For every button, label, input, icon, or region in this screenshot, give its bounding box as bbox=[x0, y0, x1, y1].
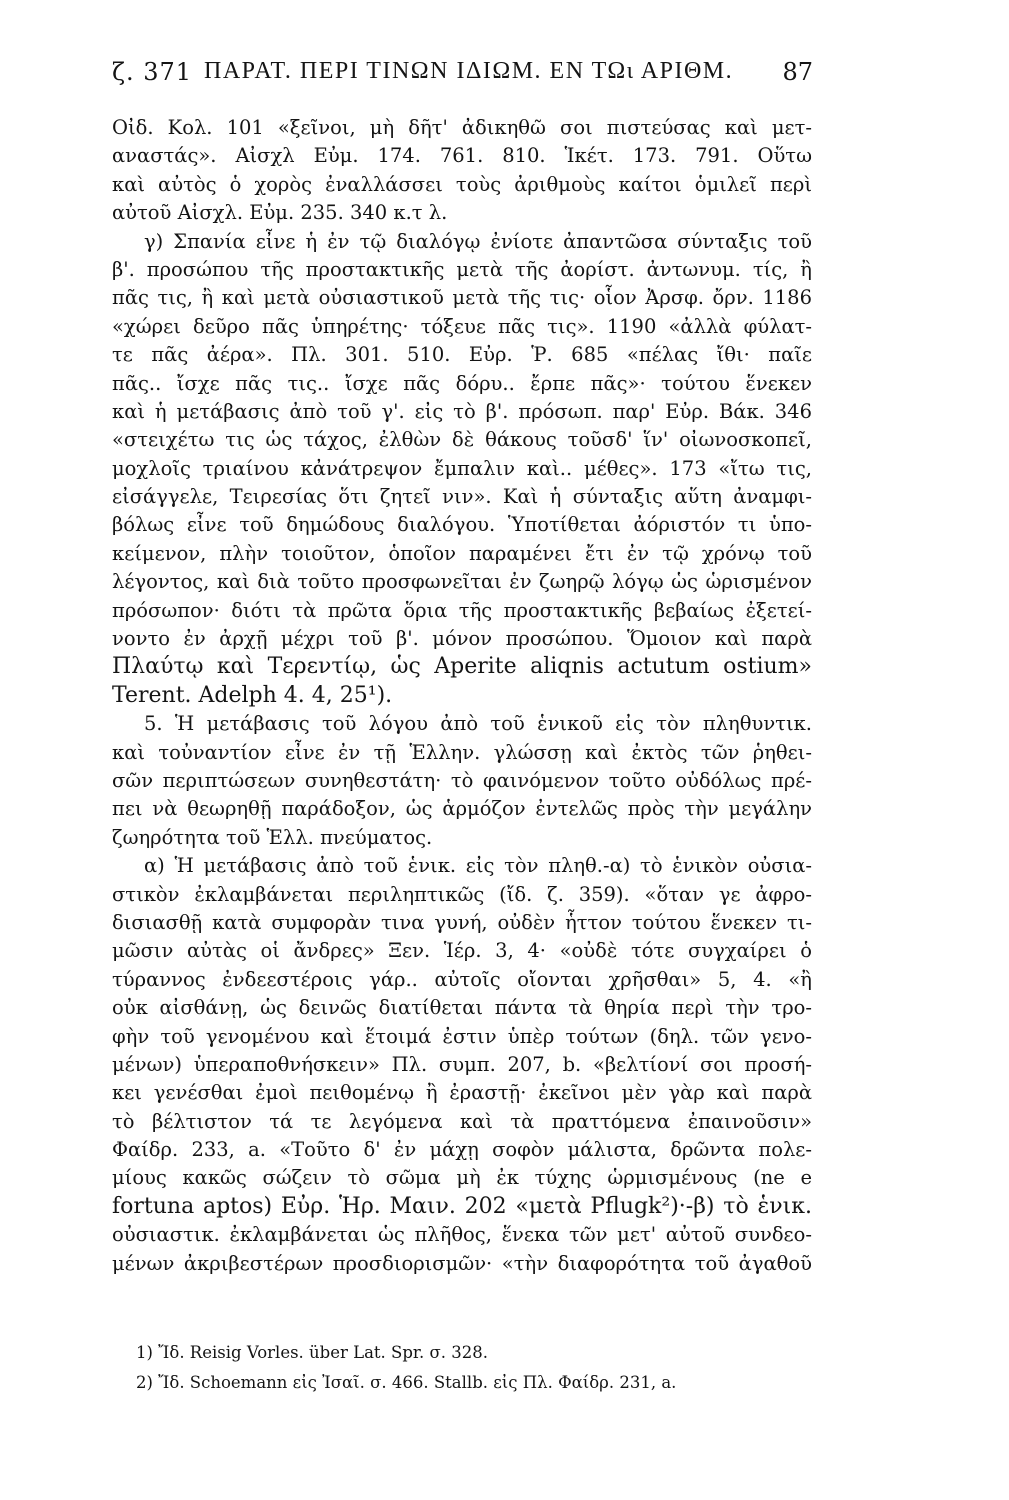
section-number: ζ. 371 bbox=[112, 58, 193, 86]
text-line: «χώρει δεῦρο πᾶς ὑπηρέτης· τόξευε πᾶς τις». 1190 «ἀλλὰ φύλατ- bbox=[112, 314, 812, 338]
text-line: οὐσιαστικ. ἐκλαμβάνεται ὡς πλῆθος, ἕνεκα τῶν μετ' αὐτοῦ συνδεο- bbox=[112, 1223, 812, 1247]
text-line: αναστάς». Αἰσχλ Εὐμ. 174. 761. 810. Ἱκέτ. 173. 791. Οὕτω bbox=[112, 144, 812, 168]
text-line: fortuna aptos) Εὐρ. Ἡρ. Μαιν. 202 «μετὰ Pflugk²)·-β) τὸ ἑνικ. bbox=[112, 1193, 812, 1219]
main-text bbox=[112, 114, 812, 1278]
text-line: πρόσωπον· διότι τὰ πρῶτα ὅρια τῆς προστακτικῆς βεβαίως ἐξετεί- bbox=[112, 598, 812, 622]
text-line: οὐκ αἰσθάνῃ, ὡς δεινῶς διατίθεται πάντα τὰ θηρία περὶ τὴν τρο- bbox=[112, 996, 812, 1020]
footnote: 2) Ἴδ. Schoemann εἰς Ἰσαῖ. σ. 466. Stallb. εἰς Πλ. Φαίδρ. 231, a. bbox=[136, 1373, 677, 1392]
text-line: πει νὰ θεωρηθῇ παράδοξον, ὡς ἁρμόζον ἐντελῶς πρὸς τὴν μεγάλην bbox=[112, 797, 812, 821]
text-line: Terent. Adelph 4. 4, 25¹). bbox=[112, 682, 393, 708]
text-line: μοχλοῖς τριαίνου κἀνάτρεψον ἔμπαλιν καὶ.. μέθες». 173 «ἴτω τις, bbox=[112, 456, 812, 480]
running-header bbox=[112, 58, 813, 98]
text-line: γ) Σπανία εἶνε ἡ ἐν τῷ διαλόγῳ ἐνίοτε ἀπαντῶσα σύνταξις τοῦ bbox=[144, 229, 812, 253]
text-line: ζωηρότητα τοῦ Ἑλλ. πνεύματος. bbox=[112, 825, 433, 849]
page-number: 87 bbox=[782, 58, 813, 86]
text-line: φὴν τοῦ γενομένου καὶ ἕτοιμά ἐστιν ὑπὲρ τούτων (δηλ. τῶν γενο- bbox=[112, 1024, 812, 1048]
footnote: 1) Ἴδ. Reisig Vorles. über Lat. Spr. σ. 328. bbox=[136, 1343, 488, 1362]
text-line: Φαίδρ. 233, a. «Τοῦτο δ' ἐν μάχῃ σοφὸν μάλιστα, δρῶντα πολε- bbox=[112, 1138, 812, 1162]
text-line: λέγοντος, καὶ διὰ τοῦτο προσφωνεῖται ἐν ζωηρῷ λόγῳ ὡς ὡρισμένον bbox=[112, 570, 812, 594]
text-line: τὸ βέλτιστον τά τε λεγόμενα καὶ τὰ πραττόμενα ἐπαινοῦσιν» bbox=[112, 1109, 812, 1133]
text-line: μίους κακῶς σώζειν τὸ σῶμα μὴ ἐκ τύχης ὡρμισμένους (ne e bbox=[112, 1166, 812, 1190]
text-line: βόλως εἶνε τοῦ δημώδους διαλόγου. Ὑποτίθεται ἀόριστόν τι ὑπο- bbox=[112, 513, 812, 537]
text-line: β'. προσώπου τῆς προστακτικῆς μετὰ τῆς ἀορίστ. ἀντωνυμ. τίς, ἢ bbox=[112, 257, 812, 281]
text-line: νοντο ἐν ἀρχῇ μέχρι τοῦ β'. μόνον προσώπου. Ὅμοιον καὶ παρὰ bbox=[112, 627, 812, 651]
text-line: δισιασθῇ κατὰ συμφορὰν τινα γυνή, οὐδὲν ἧττον τούτου ἕνεκεν τι- bbox=[112, 910, 812, 934]
text-line: α) Ἡ μετάβασις ἀπὸ τοῦ ἑνικ. εἰς τὸν πληθ.-α) τὸ ἑνικὸν οὐσια- bbox=[144, 854, 812, 878]
text-line: καὶ ἡ μετάβασις ἀπὸ τοῦ γ'. εἰς τὸ β'. πρόσωπ. παρ' Εὐρ. Βάκ. 346 bbox=[112, 399, 812, 423]
text-line: Πλαύτῳ καὶ Τερεντίῳ, ὡς Aperite aliqnis actutum ostium» bbox=[112, 654, 812, 680]
text-line: πᾶς τις, ἢ καὶ μετὰ οὐσιαστικοῦ μετὰ τῆς τις· οἷον Ἀρσφ. ὄρν. 1186 bbox=[112, 286, 812, 310]
text-line: πᾶς.. ἴσχε πᾶς τις.. ἴσχε πᾶς δόρυ.. ἔρπε πᾶς»· τούτου ἕνεκεν bbox=[112, 371, 812, 395]
text-line: αὐτοῦ Αἰσχλ. Εὐμ. 235. 340 κ.τ λ. bbox=[112, 201, 448, 225]
text-line: μένων ἀκριβεστέρων προσδιορισμῶν· «τὴν διαφορότητα τοῦ ἀγαθοῦ bbox=[112, 1251, 812, 1275]
footnotes bbox=[136, 1338, 776, 1398]
text-line: μένων) ὑπεραποθνήσκειν» Πλ. συμπ. 207, b. «βελτίονί σοι προσή- bbox=[112, 1052, 812, 1076]
text-line: καὶ τοὐναντίον εἶνε ἐν τῇ Ἑλλην. γλώσσῃ καὶ ἐκτὸς τῶν ῥηθει- bbox=[112, 740, 812, 764]
text-line: καὶ αὐτὸς ὁ χορὸς ἐναλλάσσει τοὺς ἀριθμοὺς καίτοι ὁμιλεῖ περὶ bbox=[112, 172, 812, 196]
header-title: ΠΑΡΑΤ. ΠΕΡΙ ΤΙΝΩΝ ΙΔΙΩΜ. ΕΝ ΤΩι ΑΡΙΘΜ. bbox=[204, 58, 734, 84]
text-line: τε πᾶς ἀέρα». Πλ. 301. 510. Εὐρ. Ῥ. 685 «πέλας ἴθι· παῖε bbox=[112, 343, 812, 367]
text-line: σῶν περιπτώσεων συνηθεστάτη· τὸ φαινόμενον τοῦτο οὐδόλως πρέ- bbox=[112, 768, 812, 792]
text-line: «στειχέτω τις ὡς τάχος, ἐλθὼν δὲ θάκους τοῦσδ' ἵν' οἰωνοσκοπεῖ, bbox=[112, 428, 812, 452]
text-line: τύραννος ἐνδεεστέροις γάρ.. αὐτοῖς οἴονται χρῆσθαι» 5, 4. «ἢ bbox=[112, 967, 812, 991]
text-line: κείμενον, πλὴν τοιοῦτον, ὁποῖον παραμένει ἔτι ἐν τῷ χρόνῳ τοῦ bbox=[112, 541, 812, 565]
text-line: Οἰδ. Κολ. 101 «ξεῖνοι, μὴ δῆτ' ἀδικηθῶ σοι πιστεύσας καὶ μετ- bbox=[112, 116, 812, 139]
text-line: κει γενέσθαι ἐμοὶ πειθομένῳ ἢ ἐραστῇ· ἐκεῖνοι μὲν γὰρ καὶ παρὰ bbox=[112, 1081, 812, 1105]
text-line: εἰσάγγελε, Τειρεσίας ὅτι ζητεῖ νιν». Καὶ ἡ σύνταξις αὕτη ἀναμφι- bbox=[112, 485, 812, 509]
text-line: μῶσιν αὐτὰς οἱ ἄνδρες» Ξεν. Ἱέρ. 3, 4· «οὐδὲ τότε συγχαίρει ὁ bbox=[112, 939, 812, 963]
text-line: 5. Ἡ μετάβασις τοῦ λόγου ἀπὸ τοῦ ἑνικοῦ εἰς τὸν πληθυντικ. bbox=[144, 712, 812, 736]
text-line: στικὸν ἐκλαμβάνεται περιληπτικῶς (ἴδ. ζ. 359). «ὅταν γε ἀφρο- bbox=[112, 882, 812, 906]
